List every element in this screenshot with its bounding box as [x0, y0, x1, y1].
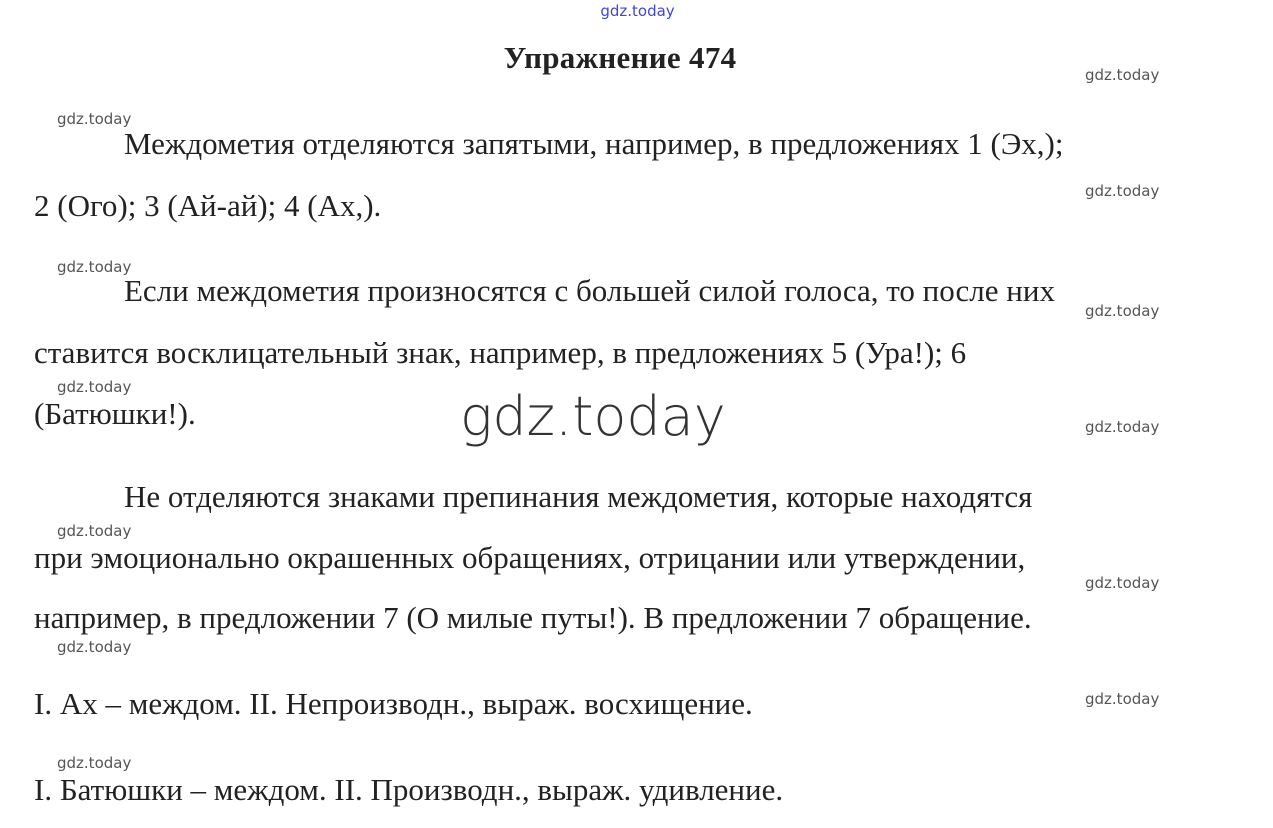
page-title: Упражнение 474: [503, 40, 737, 75]
watermark: gdz.today: [57, 258, 132, 276]
watermark: gdz.today: [57, 110, 132, 128]
watermark: gdz.today: [1085, 302, 1160, 320]
paragraph-line: Если междометия произносятся с большей силой голоса, то после них: [124, 273, 1055, 308]
analysis-line: I. Батюшки – междом. II. Производн., выраж. удивление.: [34, 772, 784, 807]
paragraph-line: 2 (Ого); 3 (Ай-ай); 4 (Ах,).: [34, 188, 382, 223]
center-watermark: gdz.today: [460, 385, 726, 448]
watermark: gdz.today: [1085, 574, 1160, 592]
paragraph-line: Не отделяются знаками препинания междометия, которые находятся: [124, 479, 1033, 514]
watermark: gdz.today: [1085, 66, 1160, 84]
paragraph-line: ставится восклицательный знак, например, в предложениях 5 (Ура!); 6: [34, 335, 967, 370]
paragraph-line: при эмоционально окрашенных обращениях, отрицании или утверждении,: [34, 540, 1026, 575]
paragraph-line: (Батюшки!).: [34, 396, 196, 431]
watermark: gdz.today: [1085, 690, 1160, 708]
paragraph-line: например, в предложении 7 (О милые путы!). В предложении 7 обращение.: [34, 600, 1032, 635]
watermark: gdz.today: [57, 378, 132, 396]
watermark: gdz.today: [1085, 418, 1160, 436]
analysis-line: I. Ах – междом. II. Непроизводн., выраж. восхищение.: [34, 686, 753, 721]
watermark: gdz.today: [57, 522, 132, 540]
watermark: gdz.today: [57, 754, 132, 772]
header-watermark: gdz.today: [600, 2, 675, 20]
watermark: gdz.today: [1085, 182, 1160, 200]
watermark: gdz.today: [57, 638, 132, 656]
paragraph-line: Междометия отделяются запятыми, например, в предложениях 1 (Эх,);: [124, 126, 1064, 161]
